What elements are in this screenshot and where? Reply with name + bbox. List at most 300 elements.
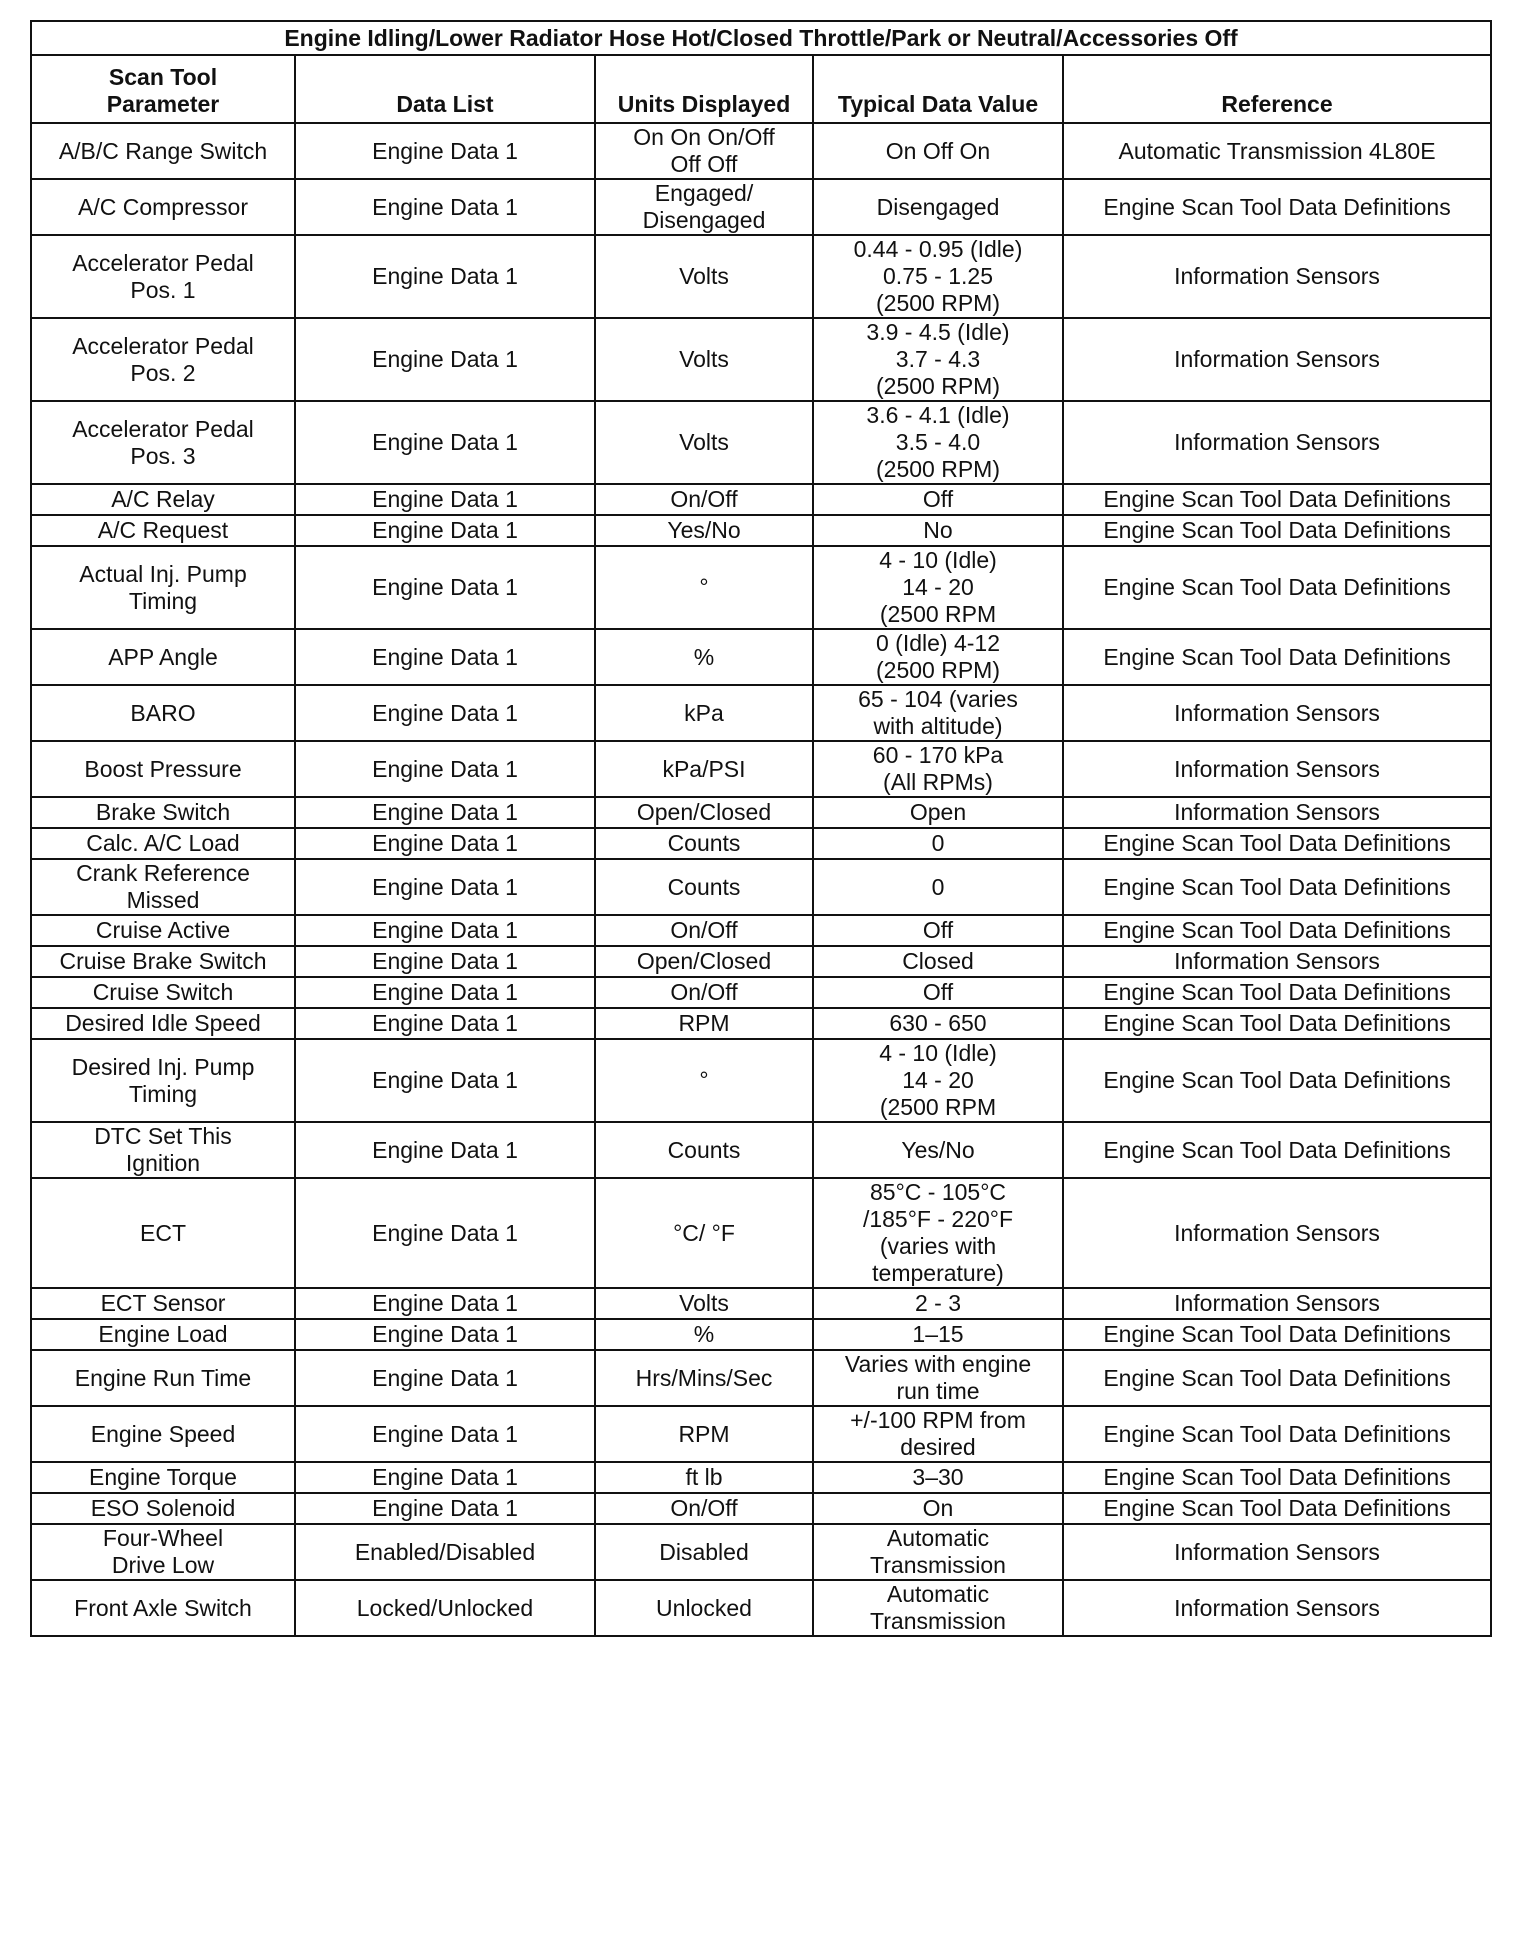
data-list-cell <box>295 1524 595 1580</box>
table-row <box>31 1288 1491 1319</box>
parameter-cell <box>31 546 295 629</box>
reference-cell-text: Engine Scan Tool Data Definitions <box>1103 1364 1451 1391</box>
data-list-cell <box>295 828 595 859</box>
parameter-cell-text: Engine Torque <box>89 1464 237 1490</box>
data-list-cell <box>295 859 595 915</box>
table-row <box>31 1122 1491 1178</box>
data-list-cell <box>295 1319 595 1350</box>
typical-value-cell <box>813 401 1063 484</box>
units-cell <box>595 235 813 318</box>
units-cell <box>595 1350 813 1406</box>
table-row <box>31 1350 1491 1406</box>
typical-value-cell <box>813 1122 1063 1178</box>
typical-value-cell-text: 3.9 - 4.5 (Idle) 3.7 - 4.3 (2500 RPM) <box>866 319 1010 399</box>
table-title: Engine Idling/Lower Radiator Hose Hot/Closed Throttle/Park or Neutral/Accessories Off <box>31 21 1491 55</box>
parameter-cell <box>31 946 295 977</box>
scan-tool-data-document <box>30 20 1490 1637</box>
reference-cell-text: Engine Scan Tool Data Definitions <box>1103 979 1451 1005</box>
table-row <box>31 1008 1491 1039</box>
typical-value-cell-text: +/-100 RPM from desired <box>850 1407 1026 1460</box>
reference-cell <box>1063 629 1491 685</box>
units-cell <box>595 1462 813 1493</box>
table-row <box>31 235 1491 318</box>
parameter-cell <box>31 1122 295 1178</box>
reference-cell <box>1063 1008 1491 1039</box>
table-row <box>31 946 1491 977</box>
reference-cell <box>1063 515 1491 546</box>
data-list-cell <box>295 1288 595 1319</box>
reference-cell-text: Engine Scan Tool Data Definitions <box>1103 574 1451 600</box>
reference-cell-text: Information Sensors <box>1174 1594 1380 1621</box>
reference-cell-text: Engine Scan Tool Data Definitions <box>1103 643 1451 670</box>
data-list-cell-text: Engine Data 1 <box>372 1136 518 1163</box>
units-cell <box>595 859 813 915</box>
units-cell-text: On/Off <box>670 979 738 1005</box>
data-list-cell <box>295 741 595 797</box>
data-list-cell-text: Enabled/Disabled <box>354 1538 536 1565</box>
typical-value-cell <box>813 235 1063 318</box>
parameter-cell <box>31 1178 295 1288</box>
data-list-cell-text: Engine Data 1 <box>372 979 518 1005</box>
units-cell-text: ° <box>699 1067 709 1093</box>
reference-cell-text: Information Sensors <box>1174 699 1380 726</box>
data-list-cell-text: Engine Data 1 <box>372 643 518 670</box>
column-header-reference: Reference <box>1063 55 1491 123</box>
typical-value-cell-text: 0 (Idle) 4-12 (2500 RPM) <box>875 630 1000 683</box>
data-list-cell-text: Engine Data 1 <box>372 346 518 372</box>
reference-cell <box>1063 1178 1491 1288</box>
typical-value-cell <box>813 1008 1063 1039</box>
units-cell-text: °C/ °F <box>673 1219 735 1246</box>
parameter-cell <box>31 797 295 828</box>
table-row <box>31 1462 1491 1493</box>
data-list-cell-text: Engine Data 1 <box>372 517 518 543</box>
typical-value-cell-text: 4 - 10 (Idle) 14 - 20 (2500 RPM <box>879 1040 997 1120</box>
parameter-cell-text: Brake Switch <box>95 799 231 825</box>
parameter-cell-text: Engine Load <box>98 1321 228 1347</box>
parameter-cell-text: Cruise Switch <box>92 979 234 1005</box>
units-cell <box>595 179 813 235</box>
typical-value-cell <box>813 1039 1063 1122</box>
table-row <box>31 685 1491 741</box>
units-cell-text: Counts <box>667 873 741 900</box>
column-header-typical-value: Typical Data Value <box>813 55 1063 123</box>
reference-cell <box>1063 1462 1491 1493</box>
units-cell <box>595 915 813 946</box>
parameter-cell <box>31 1008 295 1039</box>
typical-value-cell-text: Yes/No <box>901 1136 975 1163</box>
units-cell-text: On/Off <box>670 486 738 512</box>
typical-value-cell-text: Off <box>922 979 954 1005</box>
reference-cell-text: Engine Scan Tool Data Definitions <box>1103 193 1451 220</box>
parameter-cell <box>31 915 295 946</box>
reference-cell <box>1063 1406 1491 1462</box>
units-cell-text: Open/Closed <box>636 799 772 825</box>
units-cell-text: Volts <box>679 429 729 455</box>
parameter-cell-text: ESO Solenoid <box>90 1495 236 1521</box>
typical-value-cell-text: 630 - 650 <box>889 1010 987 1036</box>
column-header-row <box>31 55 1491 123</box>
typical-value-cell-text: 60 - 170 kPa (All RPMs) <box>872 742 1004 795</box>
reference-cell-text: Engine Scan Tool Data Definitions <box>1103 486 1451 512</box>
parameter-cell <box>31 1039 295 1122</box>
typical-value-cell-text: 65 - 104 (varies with altitude) <box>858 686 1018 739</box>
data-list-cell <box>295 1008 595 1039</box>
reference-cell-text: Engine Scan Tool Data Definitions <box>1103 1136 1451 1163</box>
units-cell <box>595 685 813 741</box>
parameter-cell-text: A/C Relay <box>111 486 215 512</box>
units-cell <box>595 1288 813 1319</box>
units-cell <box>595 1178 813 1288</box>
typical-value-cell-text: No <box>923 517 953 543</box>
reference-cell <box>1063 915 1491 946</box>
data-list-cell-text: Engine Data 1 <box>372 1321 518 1347</box>
data-list-cell <box>295 915 595 946</box>
units-cell-text: On/Off <box>670 917 738 943</box>
units-cell-text: ft lb <box>685 1464 723 1490</box>
data-list-cell <box>295 1493 595 1524</box>
reference-cell <box>1063 484 1491 515</box>
typical-value-cell-text: 1–15 <box>912 1321 964 1347</box>
units-cell <box>595 1122 813 1178</box>
reference-cell-text: Engine Scan Tool Data Definitions <box>1103 1067 1451 1093</box>
reference-cell <box>1063 1493 1491 1524</box>
table-row <box>31 515 1491 546</box>
typical-value-cell-text: 85°C - 105°C /185°F - 220°F (varies with temperature) <box>862 1179 1014 1286</box>
data-list-cell-text: Engine Data 1 <box>372 699 518 726</box>
parameter-cell-text: Engine Run Time <box>74 1364 252 1391</box>
typical-value-cell <box>813 1493 1063 1524</box>
table-row <box>31 546 1491 629</box>
reference-cell <box>1063 685 1491 741</box>
table-row <box>31 484 1491 515</box>
units-cell <box>595 318 813 401</box>
data-list-cell <box>295 1350 595 1406</box>
reference-cell <box>1063 977 1491 1008</box>
parameter-cell-text: Accelerator Pedal Pos. 1 <box>72 249 254 303</box>
parameter-cell-text: A/B/C Range Switch <box>58 137 268 164</box>
units-cell-text: Unlocked <box>656 1594 752 1621</box>
parameter-cell <box>31 1580 295 1636</box>
parameter-cell <box>31 859 295 915</box>
table-row <box>31 977 1491 1008</box>
reference-cell-text: Engine Scan Tool Data Definitions <box>1103 1495 1451 1521</box>
parameter-cell-text: APP Angle <box>108 643 218 670</box>
data-list-cell <box>295 1178 595 1288</box>
reference-cell-text: Information Sensors <box>1174 1290 1380 1316</box>
typical-value-cell <box>813 1350 1063 1406</box>
data-list-cell <box>295 685 595 741</box>
typical-value-cell <box>813 741 1063 797</box>
units-cell-text: Counts <box>667 1136 741 1163</box>
reference-cell-text: Engine Scan Tool Data Definitions <box>1103 830 1451 856</box>
typical-value-cell <box>813 1178 1063 1288</box>
reference-cell-text: Engine Scan Tool Data Definitions <box>1103 1010 1451 1036</box>
typical-value-cell-text: 4 - 10 (Idle) 14 - 20 (2500 RPM <box>879 547 997 627</box>
table-row <box>31 629 1491 685</box>
units-cell-text: RPM <box>678 1420 730 1447</box>
table-row <box>31 318 1491 401</box>
typical-value-cell <box>813 546 1063 629</box>
units-cell-text: Hrs/Mins/Sec <box>635 1364 773 1391</box>
units-cell-text: On/Off <box>670 1495 738 1521</box>
units-cell <box>595 1008 813 1039</box>
data-list-cell <box>295 946 595 977</box>
units-cell <box>595 546 813 629</box>
reference-cell-text: Information Sensors <box>1174 1538 1380 1565</box>
parameter-cell <box>31 179 295 235</box>
typical-value-cell-text: 0.44 - 0.95 (Idle) 0.75 - 1.25 (2500 RPM) <box>853 236 1023 316</box>
parameter-cell-text: DTC Set This Ignition <box>94 1123 232 1176</box>
units-cell-text: kPa <box>684 699 724 726</box>
reference-cell-text: Engine Scan Tool Data Definitions <box>1103 873 1451 900</box>
typical-value-cell-text: 0 <box>931 873 945 900</box>
table-row <box>31 741 1491 797</box>
data-list-cell <box>295 629 595 685</box>
parameter-cell <box>31 123 295 179</box>
reference-cell <box>1063 1524 1491 1580</box>
typical-value-cell-text: Closed <box>902 948 974 974</box>
parameter-cell <box>31 235 295 318</box>
data-list-cell <box>295 1122 595 1178</box>
typical-value-cell-text: Off <box>922 917 954 943</box>
units-cell-text: Disabled <box>659 1538 749 1565</box>
data-list-cell <box>295 1462 595 1493</box>
column-header-data-list: Data List <box>295 55 595 123</box>
parameter-cell-text: Boost Pressure <box>84 755 242 782</box>
units-cell <box>595 123 813 179</box>
units-cell-text: Volts <box>679 263 729 289</box>
typical-value-cell-text: Off <box>922 486 954 512</box>
reference-cell-text: Engine Scan Tool Data Definitions <box>1103 1464 1451 1490</box>
data-list-cell-text: Engine Data 1 <box>372 1420 518 1447</box>
parameter-cell <box>31 1524 295 1580</box>
parameter-cell-text: Actual Inj. Pump Timing <box>79 560 247 614</box>
parameter-cell-text: A/C Compressor <box>78 193 248 220</box>
typical-value-cell <box>813 1319 1063 1350</box>
typical-value-cell <box>813 484 1063 515</box>
typical-value-cell <box>813 685 1063 741</box>
data-list-cell <box>295 179 595 235</box>
data-list-cell-text: Engine Data 1 <box>372 1464 518 1490</box>
units-cell-text: kPa/PSI <box>662 755 746 782</box>
data-list-cell-text: Engine Data 1 <box>372 193 518 220</box>
data-list-cell <box>295 546 595 629</box>
reference-cell-text: Automatic Transmission 4L80E <box>1118 137 1436 164</box>
typical-value-cell-text: On <box>922 1495 954 1521</box>
data-list-cell-text: Engine Data 1 <box>372 755 518 782</box>
units-cell-text: Engaged/ Disengaged <box>642 180 766 233</box>
reference-cell <box>1063 1122 1491 1178</box>
parameter-cell <box>31 685 295 741</box>
data-list-cell-text: Engine Data 1 <box>372 799 518 825</box>
parameter-cell-text: Crank Reference Missed <box>76 860 250 913</box>
data-list-cell-text: Engine Data 1 <box>372 1010 518 1036</box>
reference-cell <box>1063 546 1491 629</box>
parameter-cell-text: Cruise Brake Switch <box>59 948 267 974</box>
reference-cell-text: Information Sensors <box>1174 755 1380 782</box>
parameter-cell-text: Accelerator Pedal Pos. 2 <box>72 332 254 386</box>
units-cell-text: % <box>693 1321 715 1347</box>
parameter-cell-text: BARO <box>130 699 196 726</box>
data-list-cell-text: Engine Data 1 <box>372 429 518 455</box>
typical-value-cell-text: Open <box>909 799 967 825</box>
data-list-cell-text: Engine Data 1 <box>372 948 518 974</box>
reference-cell <box>1063 123 1491 179</box>
data-list-cell <box>295 1406 595 1462</box>
data-list-cell <box>295 318 595 401</box>
typical-value-cell <box>813 123 1063 179</box>
data-list-cell-text: Engine Data 1 <box>372 1219 518 1246</box>
table-body <box>31 123 1491 1636</box>
typical-value-cell <box>813 1462 1063 1493</box>
table-row <box>31 859 1491 915</box>
reference-cell <box>1063 1319 1491 1350</box>
units-cell-text: On On On/Off Off Off <box>633 124 775 177</box>
data-list-cell-text: Engine Data 1 <box>372 137 518 164</box>
reference-cell-text: Information Sensors <box>1174 263 1380 289</box>
typical-value-cell <box>813 515 1063 546</box>
units-cell <box>595 828 813 859</box>
typical-value-cell <box>813 1580 1063 1636</box>
typical-value-cell <box>813 1288 1063 1319</box>
parameter-cell <box>31 1493 295 1524</box>
reference-cell <box>1063 318 1491 401</box>
reference-cell <box>1063 235 1491 318</box>
units-cell <box>595 401 813 484</box>
parameter-cell-text: Four-Wheel Drive Low <box>102 1525 224 1578</box>
parameter-cell <box>31 629 295 685</box>
parameter-cell-text: Accelerator Pedal Pos. 3 <box>72 415 254 469</box>
reference-cell <box>1063 741 1491 797</box>
units-cell <box>595 1493 813 1524</box>
units-cell <box>595 977 813 1008</box>
units-cell-text: % <box>693 643 715 670</box>
parameter-cell <box>31 1288 295 1319</box>
typical-value-cell <box>813 946 1063 977</box>
reference-cell-text: Engine Scan Tool Data Definitions <box>1103 1420 1451 1447</box>
table-row <box>31 797 1491 828</box>
data-list-cell-text: Engine Data 1 <box>372 574 518 600</box>
typical-value-cell <box>813 797 1063 828</box>
data-list-cell <box>295 401 595 484</box>
units-cell-text: RPM <box>678 1010 730 1036</box>
data-list-cell <box>295 484 595 515</box>
parameter-cell <box>31 977 295 1008</box>
reference-cell <box>1063 859 1491 915</box>
units-cell-text: Volts <box>679 1290 729 1316</box>
data-list-cell-text: Engine Data 1 <box>372 1290 518 1316</box>
data-list-cell-text: Engine Data 1 <box>372 1495 518 1521</box>
table-row <box>31 1493 1491 1524</box>
typical-value-cell-text: Varies with engine run time <box>844 1351 1032 1404</box>
parameter-cell-text: ECT Sensor <box>100 1290 226 1316</box>
parameter-cell <box>31 401 295 484</box>
units-cell <box>595 1319 813 1350</box>
typical-value-cell <box>813 318 1063 401</box>
parameter-cell <box>31 1406 295 1462</box>
typical-value-cell <box>813 1406 1063 1462</box>
table-row <box>31 1178 1491 1288</box>
table-row <box>31 179 1491 235</box>
parameter-cell-text: ECT <box>140 1219 186 1246</box>
parameter-cell <box>31 1319 295 1350</box>
data-list-cell-text: Engine Data 1 <box>372 1364 518 1391</box>
reference-cell-text: Information Sensors <box>1174 346 1380 372</box>
table-row <box>31 1406 1491 1462</box>
reference-cell <box>1063 401 1491 484</box>
units-cell <box>595 1524 813 1580</box>
parameter-cell-text: Desired Inj. Pump Timing <box>71 1053 255 1107</box>
units-cell <box>595 741 813 797</box>
units-cell <box>595 1580 813 1636</box>
table-row <box>31 1524 1491 1580</box>
data-list-cell-text: Engine Data 1 <box>372 917 518 943</box>
parameter-cell-text: Front Axle Switch <box>74 1594 252 1621</box>
typical-value-cell <box>813 977 1063 1008</box>
table-row <box>31 123 1491 179</box>
reference-cell-text: Information Sensors <box>1174 799 1380 825</box>
typical-value-cell <box>813 828 1063 859</box>
reference-cell-text: Information Sensors <box>1174 1219 1380 1246</box>
units-cell <box>595 484 813 515</box>
reference-cell <box>1063 179 1491 235</box>
reference-cell <box>1063 1580 1491 1636</box>
data-list-cell-text: Engine Data 1 <box>372 1067 518 1093</box>
parameter-cell-text: Cruise Active <box>95 917 231 943</box>
reference-cell <box>1063 1288 1491 1319</box>
typical-value-cell-text: Automatic Transmission <box>870 1581 1006 1634</box>
data-list-cell <box>295 797 595 828</box>
units-cell-text: Yes/No <box>667 517 741 543</box>
data-list-cell-text: Engine Data 1 <box>372 263 518 289</box>
parameter-cell <box>31 484 295 515</box>
data-list-cell-text: Locked/Unlocked <box>356 1594 534 1621</box>
typical-value-cell <box>813 179 1063 235</box>
table-row <box>31 1319 1491 1350</box>
parameter-cell-text: A/C Request <box>97 517 229 543</box>
units-cell-text: Volts <box>679 346 729 372</box>
column-header-parameter: Scan Tool Parameter <box>31 55 295 123</box>
table-row <box>31 915 1491 946</box>
reference-cell-text: Information Sensors <box>1174 948 1380 974</box>
parameter-cell <box>31 318 295 401</box>
data-list-cell <box>295 515 595 546</box>
typical-value-cell <box>813 629 1063 685</box>
parameter-cell <box>31 828 295 859</box>
typical-value-cell-text: 3.6 - 4.1 (Idle) 3.5 - 4.0 (2500 RPM) <box>866 402 1010 482</box>
typical-value-cell-text: Disengaged <box>876 193 1000 220</box>
reference-cell <box>1063 1350 1491 1406</box>
units-cell <box>595 1406 813 1462</box>
table-row <box>31 828 1491 859</box>
reference-cell <box>1063 828 1491 859</box>
units-cell <box>595 946 813 977</box>
reference-cell <box>1063 797 1491 828</box>
parameter-cell <box>31 515 295 546</box>
column-header-units: Units Displayed <box>595 55 813 123</box>
reference-cell <box>1063 1039 1491 1122</box>
reference-cell-text: Information Sensors <box>1174 429 1380 455</box>
scan-tool-data-table <box>30 20 1492 1637</box>
typical-value-cell-text: 2 - 3 <box>914 1290 962 1316</box>
typical-value-cell <box>813 859 1063 915</box>
reference-cell <box>1063 946 1491 977</box>
parameter-cell <box>31 1462 295 1493</box>
data-list-cell-text: Engine Data 1 <box>372 486 518 512</box>
data-list-cell <box>295 123 595 179</box>
reference-cell-text: Engine Scan Tool Data Definitions <box>1103 917 1451 943</box>
